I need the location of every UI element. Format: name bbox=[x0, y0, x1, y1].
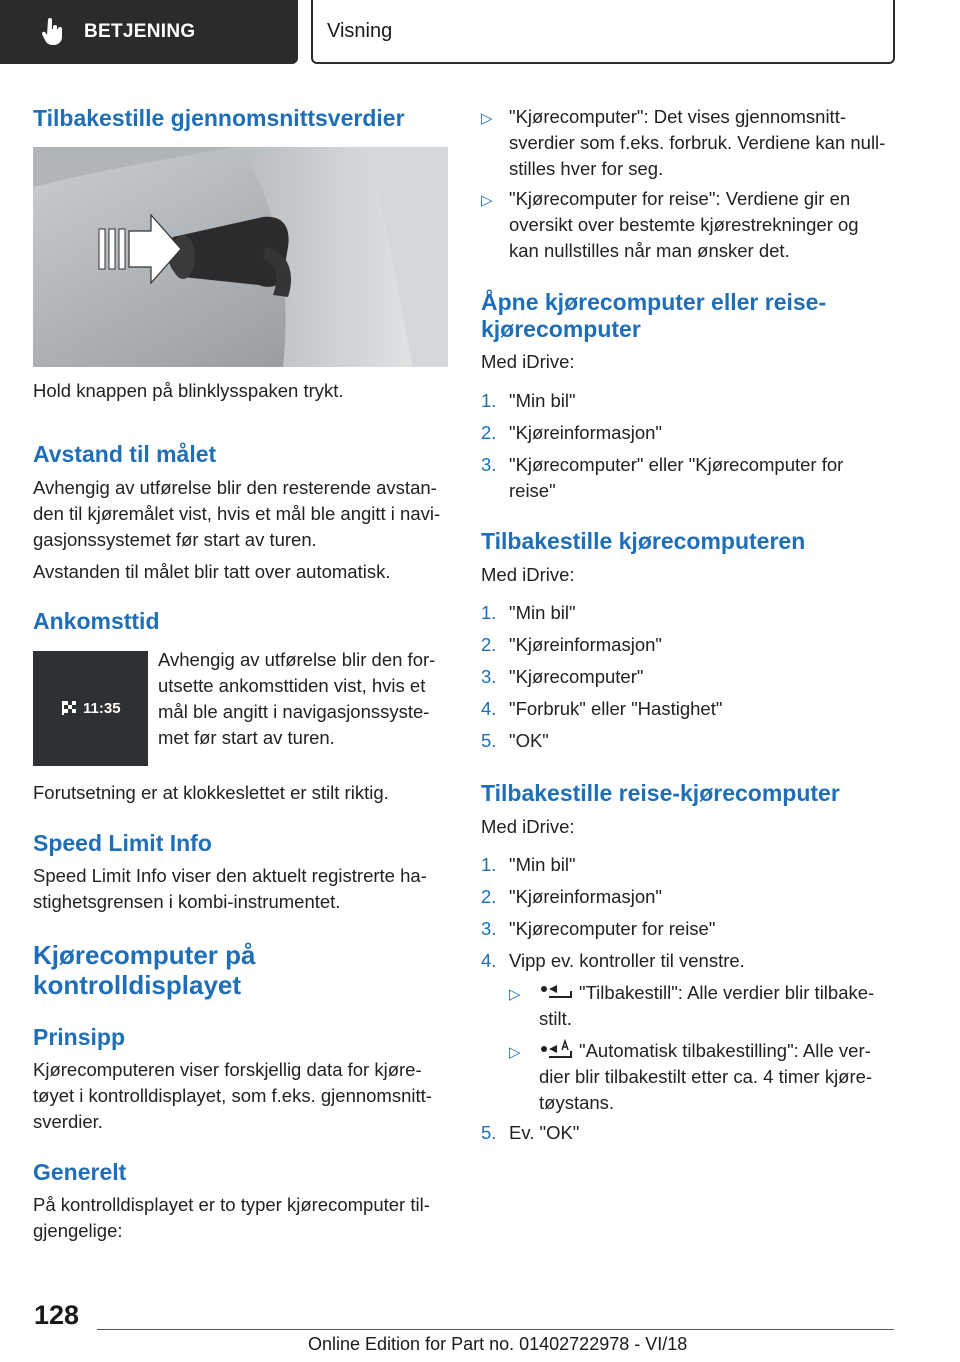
heading-principle: Prinsipp bbox=[33, 1024, 126, 1050]
section-tab bbox=[0, 0, 298, 64]
list-item: ▷ "Kjørecomputer for reise": Verdiene gir en oversikt over bestemte kjørestrekninger og kan nullstilles når man ønsker det. bbox=[481, 188, 859, 261]
principle-text-line: sverdier. bbox=[33, 1111, 103, 1132]
subsection-tab bbox=[311, 0, 895, 64]
reset-icon bbox=[539, 983, 573, 1003]
auto-reset-icon bbox=[539, 1039, 573, 1061]
list-item: ▷ "Kjørecomputer": Det vises gjennomsnitt- sverdier som f.eks. forbruk. Verdiene kan null- stilles hver for seg. bbox=[481, 106, 886, 179]
hand-pointer-icon bbox=[40, 18, 64, 46]
turn-signal-lever-photo bbox=[33, 147, 448, 367]
list-item: ▷ "Automatisk tilbakestilling": Alle ver- dier blir tilbakestilt etter ca. 4 timer kjøre- tøystans. bbox=[509, 1040, 873, 1113]
list-item: 2. "Kjøreinformasjon" bbox=[481, 886, 662, 907]
photo-caption: Hold knappen på blinklysspaken trykt. bbox=[33, 380, 344, 401]
arrival-text-line: utsette ankomsttiden vist, hvis et bbox=[158, 675, 426, 696]
list-item: 1. "Min bil" bbox=[481, 602, 576, 623]
bullet-triangle-icon: ▷ bbox=[509, 1044, 521, 1061]
list-item: 2. "Kjøreinformasjon" bbox=[481, 422, 662, 443]
general-text-line: På kontrolldisplayet er to typer kjørecomputer til- bbox=[33, 1194, 430, 1215]
distance-text-line: gasjonssystemet før start av turen. bbox=[33, 529, 317, 550]
heading-open-trip-computer-line: Åpne kjørecomputer eller reise- bbox=[481, 289, 827, 315]
lever-illustration bbox=[33, 147, 448, 367]
idrive-label: Med iDrive: bbox=[481, 564, 575, 585]
edition-text: Online Edition for Part no. 01402722978 - VI/18 bbox=[308, 1334, 688, 1354]
arrival-clock-value: 11:35 bbox=[83, 700, 121, 717]
speed-limit-text-line: Speed Limit Info viser den aktuelt registrerte ha- bbox=[33, 865, 427, 886]
bullet-triangle-icon: ▷ bbox=[509, 986, 521, 1003]
list-item: ▷ "Tilbakestill": Alle verdier blir tilbake- stilt. bbox=[509, 982, 875, 1029]
heading-trip-computer-line: kontrolldisplayet bbox=[33, 970, 242, 1000]
speed-limit-text-line: stighetsgrensen i kombi-instrumentet. bbox=[33, 891, 341, 912]
arrival-time-display-image bbox=[33, 651, 148, 766]
clock-requirement-text: Forutsetning er at klokkeslettet er stilt riktig. bbox=[33, 782, 389, 803]
arrival-text-line: met før start av turen. bbox=[158, 727, 335, 748]
list-item: 4. "Forbruk" eller "Hastighet" bbox=[481, 698, 723, 719]
distance-text-line: den til kjøremålet vist, hvis et mål ble angitt i navi- bbox=[33, 503, 441, 524]
heading-arrival-time: Ankomsttid bbox=[33, 608, 160, 634]
distance-auto-text: Avstanden til målet blir tatt over automatisk. bbox=[33, 561, 391, 582]
list-item: 2. "Kjøreinformasjon" bbox=[481, 634, 662, 655]
subsection-title: Visning bbox=[327, 19, 393, 42]
bullet-triangle-icon: ▷ bbox=[481, 192, 493, 209]
distance-text-line: Avhengig av utførelse blir den resterende avstan- bbox=[33, 477, 437, 498]
arrival-text-line: Avhengig av utførelse blir den for- bbox=[158, 649, 436, 670]
footer-divider bbox=[97, 1329, 894, 1330]
idrive-label: Med iDrive: bbox=[481, 351, 575, 372]
heading-general: Generelt bbox=[33, 1159, 127, 1185]
section-title: BETJENING bbox=[84, 21, 196, 42]
list-item: 1. "Min bil" bbox=[481, 854, 576, 875]
principle-text-line: Kjørecomputeren viser forskjellig data for kjøre- bbox=[33, 1059, 422, 1080]
arrival-text-line: mål ble angitt i navigasjonssyste- bbox=[158, 701, 430, 722]
heading-reset-averages: Tilbakestille gjennomsnittsverdier bbox=[33, 105, 405, 131]
list-item: 5. "OK" bbox=[481, 730, 549, 751]
heading-trip-computer-line: Kjørecomputer på bbox=[33, 940, 256, 970]
list-item: 3. "Kjørecomputer for reise" bbox=[481, 918, 716, 939]
heading-reset-trip-computer: Tilbakestille kjørecomputeren bbox=[481, 528, 806, 554]
general-text-line: gjengelige: bbox=[33, 1220, 123, 1241]
heading-reset-trip-journey-computer: Tilbakestille reise-kjørecomputer bbox=[481, 780, 840, 806]
list-item: 3. "Kjørecomputer" eller "Kjørecomputer for reise" bbox=[481, 454, 844, 501]
flag-icon bbox=[62, 701, 76, 715]
heading-distance-to-destination: Avstand til målet bbox=[33, 441, 217, 467]
page-number: 128 bbox=[34, 1300, 80, 1330]
list-item: 3. "Kjørecomputer" bbox=[481, 666, 644, 687]
principle-text-line: tøyet i kontrolldisplayet, som f.eks. gjennomsnitt- bbox=[33, 1085, 432, 1106]
page-header bbox=[0, 0, 960, 66]
heading-speed-limit-info: Speed Limit Info bbox=[33, 830, 212, 856]
idrive-label: Med iDrive: bbox=[481, 816, 575, 837]
list-item: 5. Ev. "OK" bbox=[481, 1122, 580, 1143]
list-item: 4. Vipp ev. kontroller til venstre. bbox=[481, 950, 745, 971]
heading-open-trip-computer-line: kjørecomputer bbox=[481, 316, 641, 342]
list-item: 1. "Min bil" bbox=[481, 390, 576, 411]
bullet-triangle-icon: ▷ bbox=[481, 110, 493, 127]
